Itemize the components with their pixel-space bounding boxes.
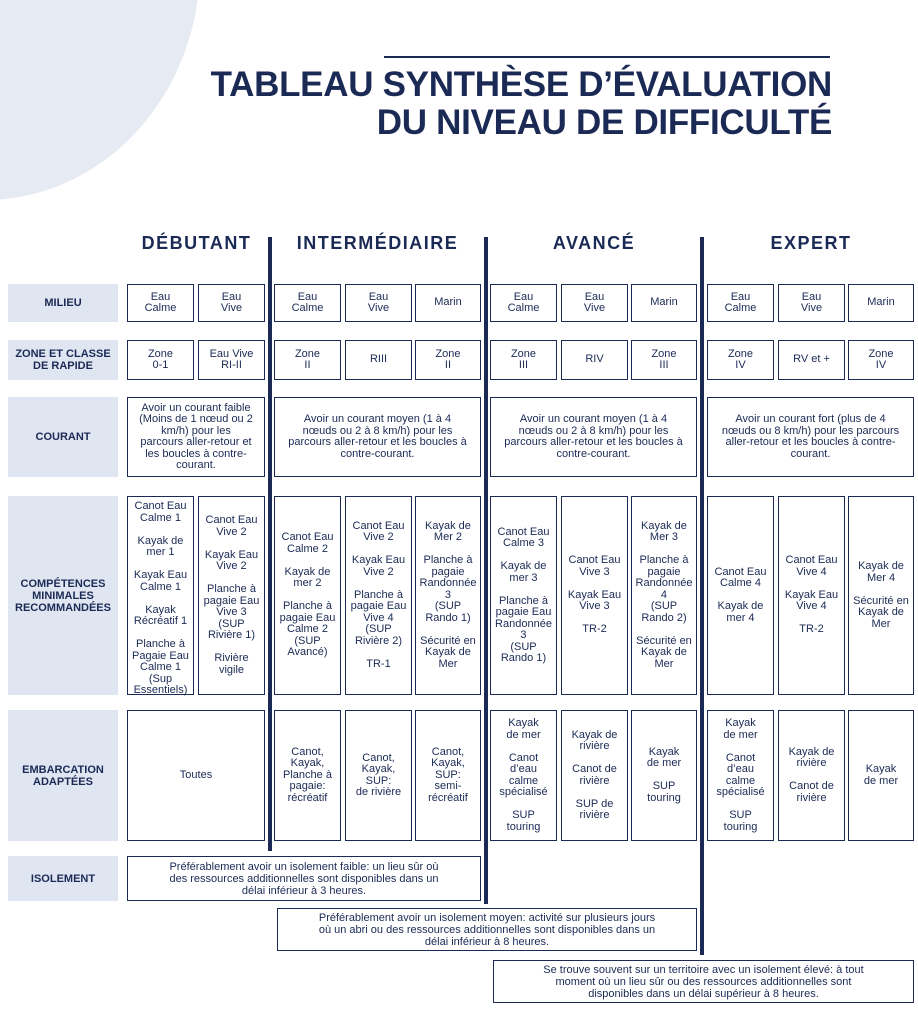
embarcation-cell: Canot, Kayak, SUP: de rivière bbox=[345, 710, 412, 841]
zone-cell: Zone IV bbox=[848, 340, 914, 380]
milieu-cell: Marin bbox=[631, 284, 697, 322]
decorative-circle bbox=[0, 0, 200, 200]
level-avance: AVANCÉ bbox=[552, 233, 636, 253]
divider-intermediaire-avance bbox=[484, 237, 488, 904]
row-label-embarcation: EMBARCATION ADAPTÉES bbox=[8, 710, 118, 841]
milieu-cell: Eau Calme bbox=[490, 284, 557, 322]
competences-cell: Canot Eau Vive 3 Kayak Eau Vive 3 TR-2 bbox=[561, 496, 628, 695]
milieu-cell: Eau Calme bbox=[274, 284, 341, 322]
milieu-cell: Eau Vive bbox=[561, 284, 628, 322]
embarcation-cell: Canot, Kayak, SUP: semi- récréatif bbox=[415, 710, 481, 841]
zone-cell: Zone 0-1 bbox=[127, 340, 194, 380]
zone-cell: Eau Vive RI-II bbox=[198, 340, 265, 380]
courant-cell: Avoir un courant faible (Moins de 1 nœud ou 2 km/h) pour les parcours aller-retour et les boucles à contre- courant. bbox=[127, 397, 265, 477]
competences-cell: Canot Eau Calme 2 Kayak de mer 2 Planche à pagaie Eau Calme 2 (SUP Avancé) bbox=[274, 496, 341, 695]
zone-cell: Zone II bbox=[274, 340, 341, 380]
page-title-line2: DU NIVEAU DE DIFFICULTÉ bbox=[376, 103, 832, 142]
level-expert: EXPERT bbox=[770, 233, 852, 253]
competences-cell: Canot Eau Vive 2 Kayak Eau Vive 2 Planche à pagaie Eau Vive 4 (SUP Rivière 2) TR-1 bbox=[345, 496, 412, 695]
embarcation-cell: Kayak de mer SUP touring bbox=[631, 710, 697, 841]
competences-cell: Canot Eau Calme 1 Kayak de mer 1 Kayak Eau Calme 1 Kayak Récréatif 1 Planche à Pagaie Eau Calme 1 (Sup Essentiels) bbox=[127, 496, 194, 695]
courant-cell: Avoir un courant moyen (1 à 4 nœuds ou 2 à 8 km/h) pour les parcours aller-retour et les boucles à contre-courant. bbox=[490, 397, 697, 477]
zone-cell: RIV bbox=[561, 340, 628, 380]
zone-cell: Zone II bbox=[415, 340, 481, 380]
milieu-cell: Eau Calme bbox=[127, 284, 194, 322]
milieu-cell: Eau Vive bbox=[198, 284, 265, 322]
zone-cell: Zone III bbox=[490, 340, 557, 380]
divider-debutant-intermediaire bbox=[268, 237, 272, 851]
level-debutant: DÉBUTANT bbox=[141, 233, 252, 253]
milieu-cell: Eau Calme bbox=[707, 284, 774, 322]
zone-cell: Zone IV bbox=[707, 340, 774, 380]
embarcation-cell: Kayak de rivière Canot de rivière bbox=[778, 710, 845, 841]
isolement-debutant: Préférablement avoir un isolement faible: un lieu sûr où des ressources additionnelles sont disponibles dans un délai inférieur à 3 heures. bbox=[127, 856, 481, 901]
row-label-zone: ZONE ET CLASSE DE RAPIDE bbox=[8, 340, 118, 380]
divider-avance-expert bbox=[700, 237, 704, 955]
row-label-courant: COURANT bbox=[8, 397, 118, 477]
milieu-cell: Eau Vive bbox=[778, 284, 845, 322]
competences-cell: Kayak de Mer 2 Planche à pagaie Randonnée 3 (SUP Rando 1) Sécurité en Kayak de Mer bbox=[415, 496, 481, 695]
title-rule bbox=[384, 56, 830, 58]
row-label-competences: COMPÉTENCES MINIMALES RECOMMANDÉES bbox=[8, 496, 118, 695]
competences-cell: Kayak de Mer 3 Planche à pagaie Randonnée 4 (SUP Rando 2) Sécurité en Kayak de Mer bbox=[631, 496, 697, 695]
competences-cell: Canot Eau Calme 3 Kayak de mer 3 Planche à pagaie Eau Randonnée 3 (SUP Rando 1) bbox=[490, 496, 557, 695]
embarcation-cell: Kayak de mer Canot d’eau calme spécialisé SUP touring bbox=[707, 710, 774, 841]
isolement-intermediaire: Préférablement avoir un isolement moyen: activité sur plusieurs jours où un abri ou des ressources additionnelles sont disponibles dans un délai inférieur à 8 heures. bbox=[277, 908, 697, 951]
embarcation-cell: Kayak de mer Canot d’eau calme spécialisé SUP touring bbox=[490, 710, 557, 841]
competences-cell: Canot Eau Vive 4 Kayak Eau Vive 4 TR-2 bbox=[778, 496, 845, 695]
milieu-cell: Marin bbox=[848, 284, 914, 322]
zone-cell: Zone III bbox=[631, 340, 697, 380]
row-label-milieu: MILIEU bbox=[8, 284, 118, 322]
competences-cell: Kayak de Mer 4 Sécurité en Kayak de Mer bbox=[848, 496, 914, 695]
competences-cell: Canot Eau Vive 2 Kayak Eau Vive 2 Planche à pagaie Eau Vive 3 (SUP Rivière 1) Rivière vigile bbox=[198, 496, 265, 695]
milieu-cell: Eau Vive bbox=[345, 284, 412, 322]
embarcation-cell: Kayak de rivière Canot de rivière SUP de rivière bbox=[561, 710, 628, 841]
embarcation-cell: Toutes bbox=[127, 710, 265, 841]
milieu-cell: Marin bbox=[415, 284, 481, 322]
courant-cell: Avoir un courant fort (plus de 4 nœuds ou 8 km/h) pour les parcours aller-retour et les boucles à contre- courant. bbox=[707, 397, 914, 477]
competences-cell: Canot Eau Calme 4 Kayak de mer 4 bbox=[707, 496, 774, 695]
level-intermediaire: INTERMÉDIAIRE bbox=[296, 233, 459, 253]
row-label-isolement: ISOLEMENT bbox=[8, 856, 118, 901]
isolement-avance-expert: Se trouve souvent sur un territoire avec un isolement élevé: à tout moment où un lieu sûr ou des ressources additionnelles sont disponibles dans un délai supérieur à 8 heures. bbox=[493, 960, 914, 1003]
zone-cell: RV et + bbox=[778, 340, 845, 380]
courant-cell: Avoir un courant moyen (1 à 4 nœuds ou 2 à 8 km/h) pour les parcours aller-retour et les boucles à contre-courant. bbox=[274, 397, 481, 477]
page-title-line1: TABLEAU SYNTHÈSE D’ÉVALUATION bbox=[210, 65, 832, 104]
zone-cell: RIII bbox=[345, 340, 412, 380]
embarcation-cell: Kayak de mer bbox=[848, 710, 914, 841]
embarcation-cell: Canot, Kayak, Planche à pagaie: récréatif bbox=[274, 710, 341, 841]
